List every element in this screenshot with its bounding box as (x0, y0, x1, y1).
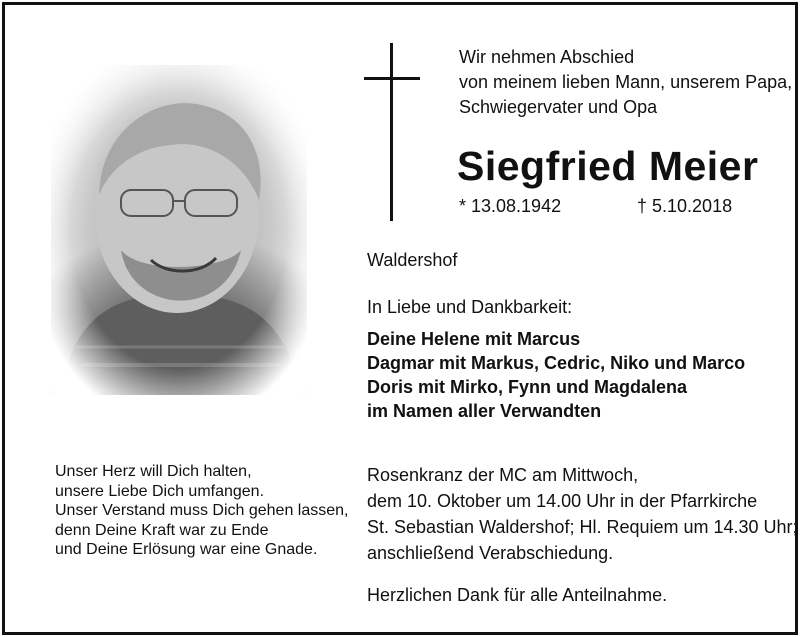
thanks-intro: In Liebe und Dankbarkeit: (367, 297, 573, 317)
closing-thanks: Herzlichen Dank für alle Anteilnahme. (367, 585, 668, 605)
service-line: dem 10. Oktober um 14.00 Uhr in der Pfarrkirche (367, 491, 758, 511)
poem (55, 462, 348, 560)
farewell-intro (459, 45, 793, 120)
poem-line: Unser Herz will Dich halten, (55, 463, 252, 480)
portrait-photo (51, 65, 307, 395)
intro-line: Schwiegervater und Opa (459, 97, 658, 117)
poem-line: unsere Liebe Dich umfangen. (55, 482, 265, 500)
obituary-frame (2, 2, 798, 635)
service-line: anschließend Verabschiedung. (367, 543, 614, 563)
service-line: St. Sebastian Waldershof; Hl. Requiem um 14.30 Uhr; (367, 517, 798, 537)
poem-line: und Deine Erlösung war eine Gnade. (55, 541, 318, 558)
cross-icon (364, 43, 420, 221)
family-line: Doris mit Mirko, Fynn und Magdalena (367, 377, 688, 397)
family-line: Deine Helene mit Marcus (367, 329, 581, 349)
intro-line: von meinem lieben Mann, unserem Papa, (459, 72, 793, 92)
family-list (367, 327, 745, 423)
service-line: Rosenkranz der MC am Mittwoch, (367, 465, 639, 485)
death-date: † 5.10.2018 (637, 196, 733, 216)
place: Waldershof (367, 250, 458, 270)
service-info (367, 462, 798, 566)
birth-date: * 13.08.1942 (459, 196, 562, 216)
family-line: Dagmar mit Markus, Cedric, Niko und Marco (367, 353, 746, 373)
intro-line: Wir nehmen Abschied (459, 47, 635, 67)
poem-line: denn Deine Kraft war zu Ende (55, 521, 269, 539)
deceased-name: Siegfried Meier (457, 143, 759, 189)
family-line: im Namen aller Verwandten (367, 401, 602, 421)
poem-line: Unser Verstand muss Dich gehen lassen, (55, 502, 349, 519)
portrait-illustration (51, 65, 307, 395)
